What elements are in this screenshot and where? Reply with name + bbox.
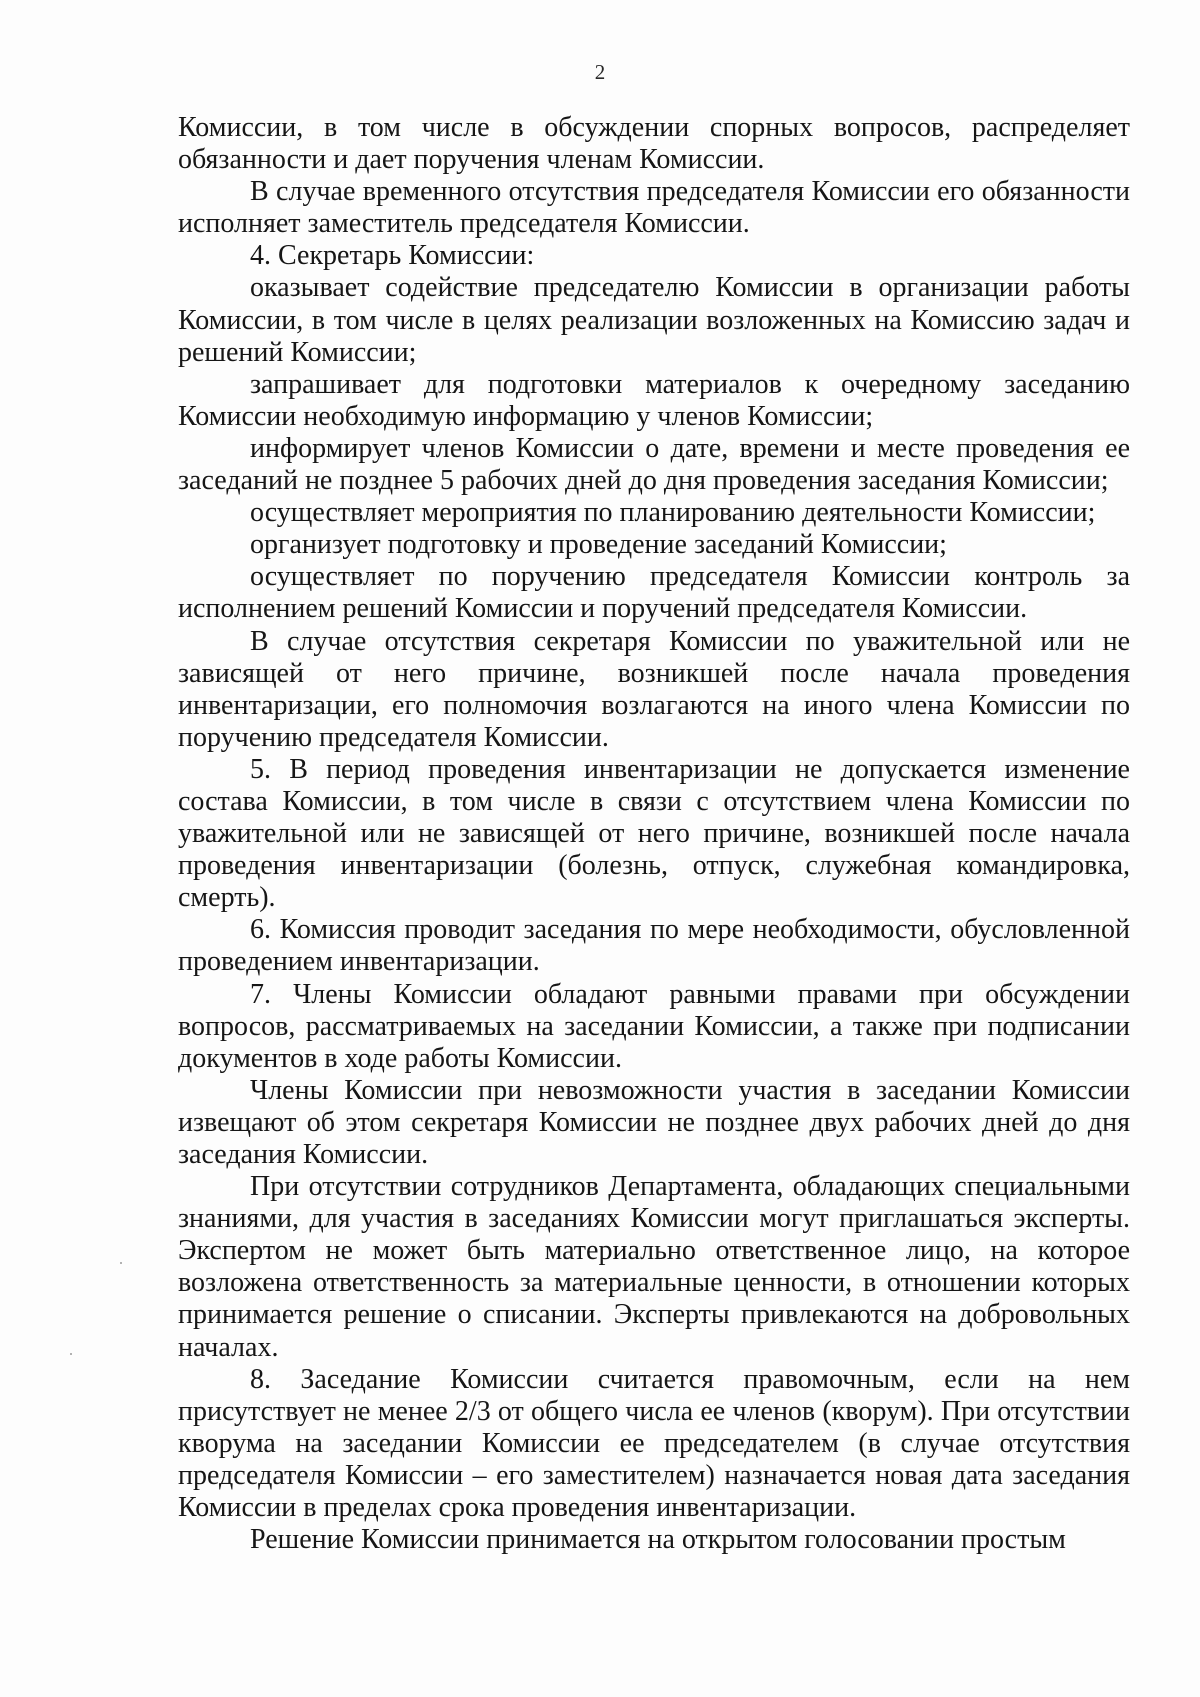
paragraph: В случае отсутствия секретаря Комиссии по уважительной или не зависящей от него причине, возникшей после начала проведения инвентаризации, его полномочия возлагаются на иного члена Комиссии по поручению председателя Комиссии. xyxy=(178,625,1130,753)
paragraph: 8. Заседание Комиссии считается правомочным, если на нем присутствует не менее 2/3 от общего числа ее членов (кворум). При отсутствии кворума на заседании Комиссии ее председателем (в случае отсутствия председателя Комиссии – его заместителем) назначается новая дата заседания Комиссии в пределах срока проведения инвентаризации. xyxy=(178,1363,1130,1524)
paragraph: 5. В период проведения инвентаризации не допускается изменение состава Комиссии, в том числе в связи с отсутствием члена Комиссии по уважительной или не зависящей от него причине, возникшей после начала проведения инвентаризации (болезнь, отпуск, служебная командировка, смерть). xyxy=(178,753,1130,914)
paragraph: осуществляет мероприятия по планированию деятельности Комиссии; xyxy=(250,497,1096,529)
scan-speck xyxy=(120,1262,122,1264)
scan-speck xyxy=(70,1353,72,1355)
document-body xyxy=(178,112,1130,1556)
paragraph: Решение Комиссии принимается на открытом голосовании простым xyxy=(250,1524,1066,1556)
paragraph: 4. Секретарь Комиссии: xyxy=(250,240,535,272)
paragraph: осуществляет по поручению председателя Комиссии контроль за исполнением решений Комиссии и поручений председателя Комиссии. xyxy=(178,561,1130,625)
paragraph: При отсутствии сотрудников Департамента, обладающих специальными знаниями, для участия в заседаниях Комиссии могут приглашаться эксперты. Экспертом не может быть материально ответственное лицо, на которое возложена ответственность за материальные ценности, в отношении которых принимается решение о списании. Эксперты привлекаются на добровольных началах. xyxy=(178,1171,1130,1363)
paragraph: В случае временного отсутствия председателя Комиссии его обязанности исполняет заместитель председателя Комиссии. xyxy=(178,176,1130,240)
paragraph: оказывает содействие председателю Комиссии в организации работы Комиссии, в том числе в целях реализации возложенных на Комиссию задач и решений Комиссии; xyxy=(178,272,1130,368)
page-number: 2 xyxy=(594,60,606,84)
paragraph: организует подготовку и проведение заседаний Комиссии; xyxy=(250,529,947,561)
paragraph: Комиссии, в том числе в обсуждении спорных вопросов, распределяет обязанности и дает поручения членам Комиссии. xyxy=(178,112,1130,176)
paragraph: 7. Члены Комиссии обладают равными правами при обсуждении вопросов, рассматриваемых на заседании Комиссии, а также при подписании документов в ходе работы Комиссии. xyxy=(178,978,1130,1074)
paragraph: запрашивает для подготовки материалов к очередному заседанию Комиссии необходимую информацию у членов Комиссии; xyxy=(178,368,1130,432)
paragraph: 6. Комиссия проводит заседания по мере необходимости, обусловленной проведением инвентаризации. xyxy=(178,914,1130,978)
paragraph: Члены Комиссии при невозможности участия в заседании Комиссии извещают об этом секретаря Комиссии не позднее двух рабочих дней до дня заседания Комиссии. xyxy=(178,1074,1130,1170)
paragraph: информирует членов Комиссии о дате, времени и месте проведения ее заседаний не позднее 5 рабочих дней до дня проведения заседания Комиссии; xyxy=(178,432,1130,497)
